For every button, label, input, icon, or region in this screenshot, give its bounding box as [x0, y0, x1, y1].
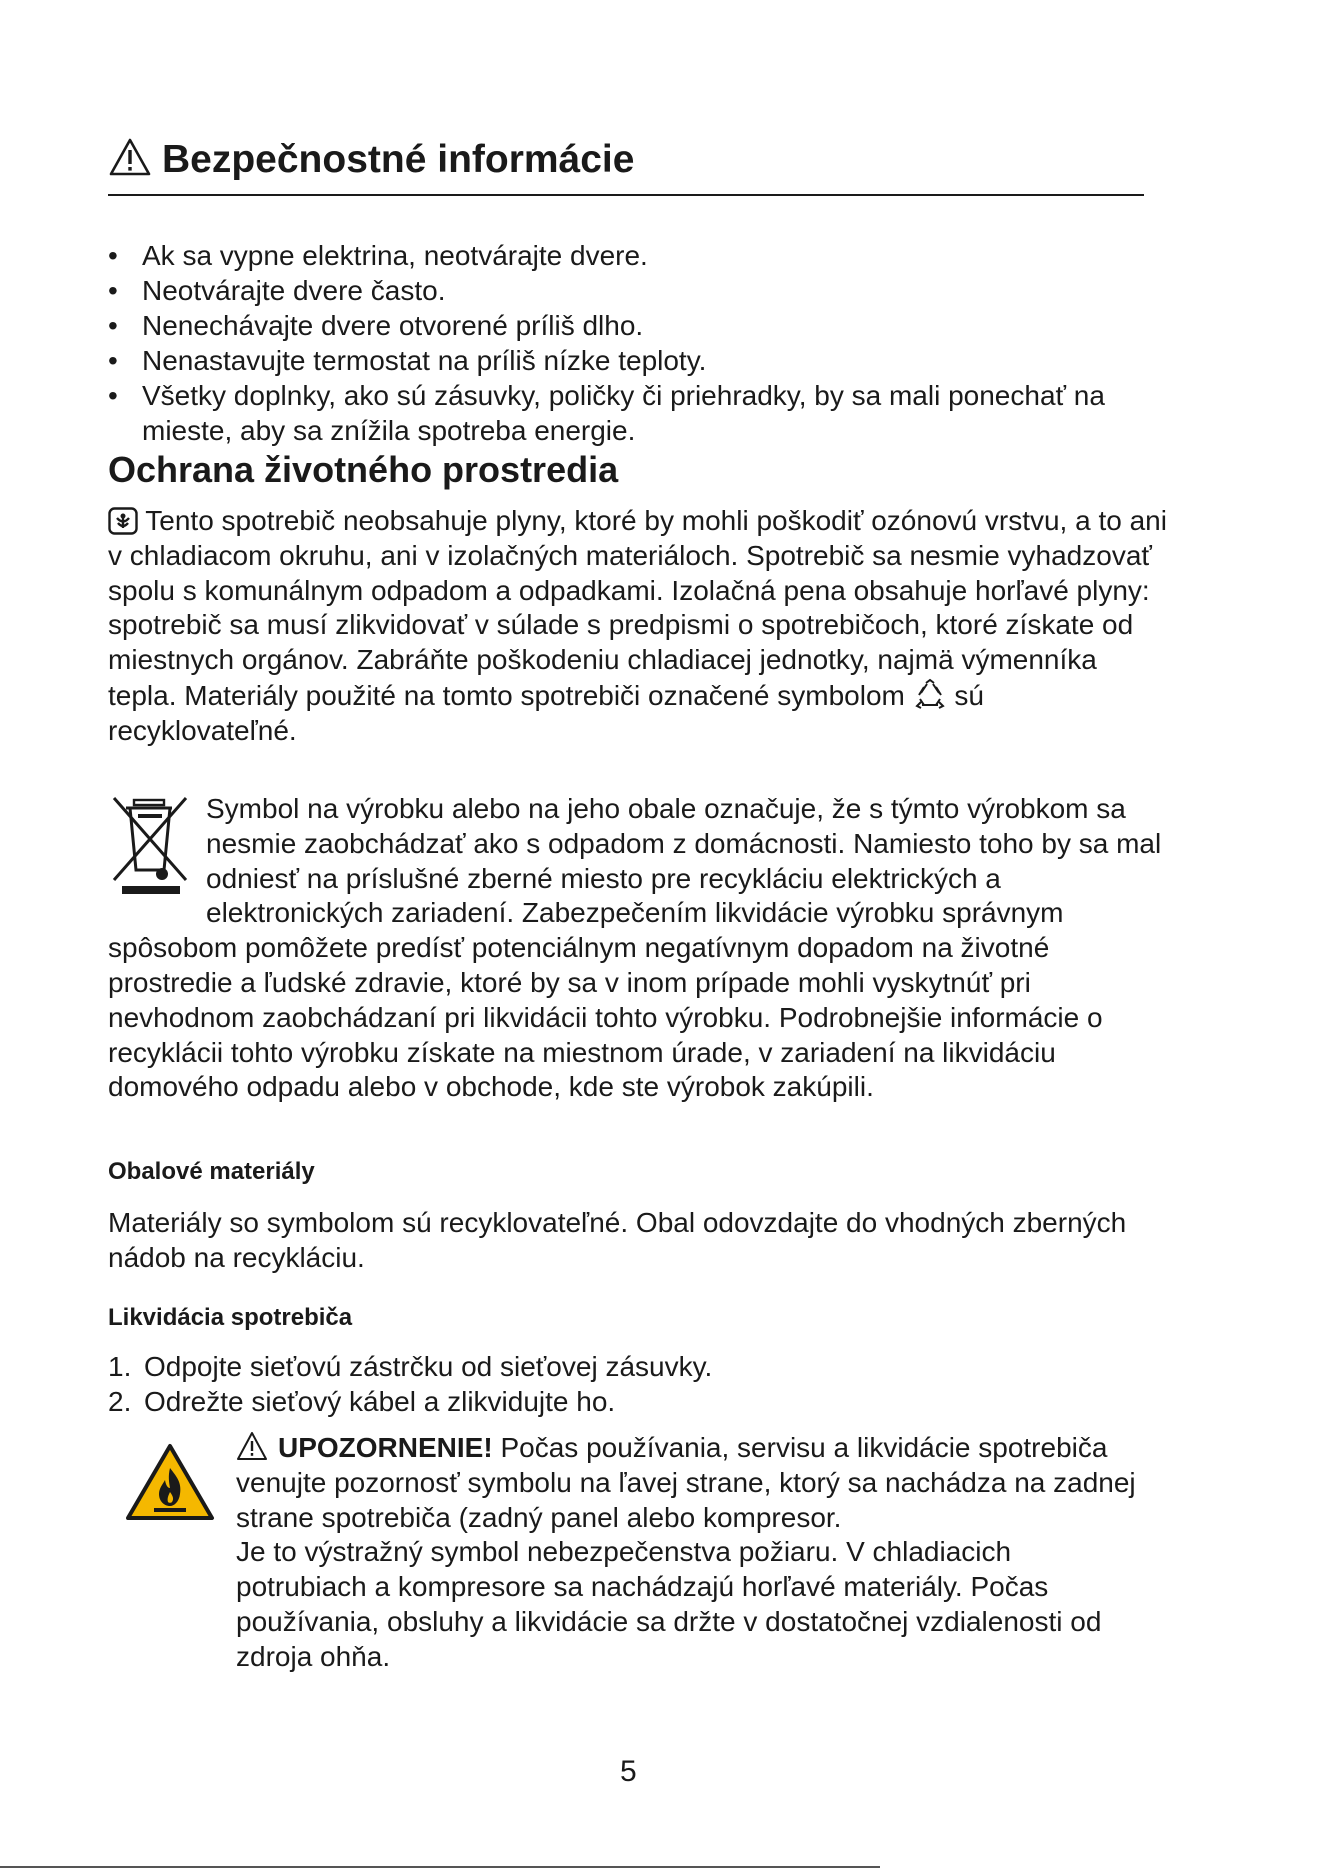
fire-warning-paragraph [236, 1431, 1136, 1675]
warning-triangle-icon [108, 137, 152, 177]
list-item [106, 1349, 712, 1384]
page-title-text: Bezpečnostné informácie [162, 138, 635, 181]
step-number: 2. [108, 1386, 132, 1417]
step-text: Odpojte sieťovú zástrčku od sieťovej zásuvky. [144, 1351, 713, 1382]
ozone-safe-icon [108, 507, 138, 535]
warning-label: UPOZORNENIE! [278, 1432, 493, 1463]
disposal-steps [106, 1349, 712, 1419]
page-title [108, 136, 634, 184]
packaging-heading: Obalové materiály [108, 1158, 315, 1185]
ozone-paragraph [108, 504, 1168, 749]
weee-text: Symbol na výrobku alebo na jeho obale označuje, že s týmto výrobkom sa nesmie zaobchádzať ako s odpadom z domácnosti. Namiesto toho by sa mal odniesť na príslušné zberné miesto pre recykláciu elektrických a elektronických zariadení. Zabezpečením likvidácie výrobku správnym spôsobom pomôžete predísť potenciálnym negatívnym dopadom na životné prostredie a ľudské zdravie, ktoré by sa v inom prípade mohli vyskytnúť pri nevhodnom zaobchádzaní pri likvidácii tohto výrobku. Podrobnejšie informácie o recyklácii tohto výrobku získate na miestnom úrade, v zariadení na likvidáciu domového odpadu alebo v obchode, kde ste výrobok zakúpili. [108, 793, 1162, 1103]
crossed-bin-icon [108, 794, 192, 898]
flammable-warning-icon [124, 1442, 216, 1522]
footer-divider [0, 1866, 880, 1868]
title-divider [108, 194, 1144, 196]
page-number: 5 [620, 1755, 637, 1788]
warning-triangle-icon [236, 1431, 268, 1461]
environment-heading: Ochrana životného prostredia [108, 449, 619, 490]
packaging-text: Materiály so symbolom sú recyklovateľné. Obal odovzdajte do vhodných zberných nádob na recykláciu. [108, 1207, 1127, 1273]
step-number: 1. [108, 1351, 132, 1382]
list-item: • Nenechávajte dvere otvorené príliš dlho. [106, 308, 1166, 343]
list-item: • Neotvárajte dvere často. [106, 273, 1166, 308]
warning-text-2: Je to výstražný symbol nebezpečenstva požiaru. V chladiacich potrubiach a kompresore sa nachádzajú horľavé materiály. Počas používania, obsluhy a likvidácie sa držte v dostatočnej vzdialenosti od zdroja ohňa. [236, 1536, 1102, 1672]
warning-text: Počas používania, servisu a likvidácie spotrebiča venujte pozornosť symbolu na ľavej strane, ktorý sa nachádza na zadnej strane spotrebiča (zadný panel alebo kompresor. [236, 1432, 1136, 1533]
disposal-heading: Likvidácia spotrebiča [108, 1304, 353, 1331]
list-item: • Všetky doplnky, ako sú zásuvky, poličky či priehradky, by sa mali ponechať na mieste, aby sa znížila spotreba energie. [106, 378, 1142, 448]
list-item: • Ak sa vypne elektrina, neotvárajte dvere. [106, 238, 1166, 273]
step-text: Odrežte sieťový kábel a zlikvidujte ho. [144, 1386, 616, 1417]
ozone-text: Tento spotrebič neobsahuje plyny, ktoré by mohli poškodiť ozónovú vrstvu, a to ani v chladiacom okruhu, ani v izolačných materiáloch. Spotrebič sa nesmie vyhadzovať spolu s komunálnym odpadom a odpadkami. Izolačná pena obsahuje horľavé plyny: spotrebič sa musí zlikvidovať v súlade s predpismi o spotrebičoch, ktoré získate od miestnych orgánov. Zabráňte poškodeniu chladiacej jednotky, najmä výmenníka tepla. Materiály použité na tomto spotrebiči označené symbolom [108, 505, 1167, 711]
list-item: • Nenastavujte termostat na príliš nízke teploty. [106, 343, 1166, 378]
list-item [106, 1384, 712, 1419]
recycle-icon [913, 678, 947, 710]
safety-tips-list [106, 238, 1166, 448]
recycle-text: sú recyklovateľné. [108, 679, 984, 746]
weee-paragraph [108, 792, 1168, 1105]
